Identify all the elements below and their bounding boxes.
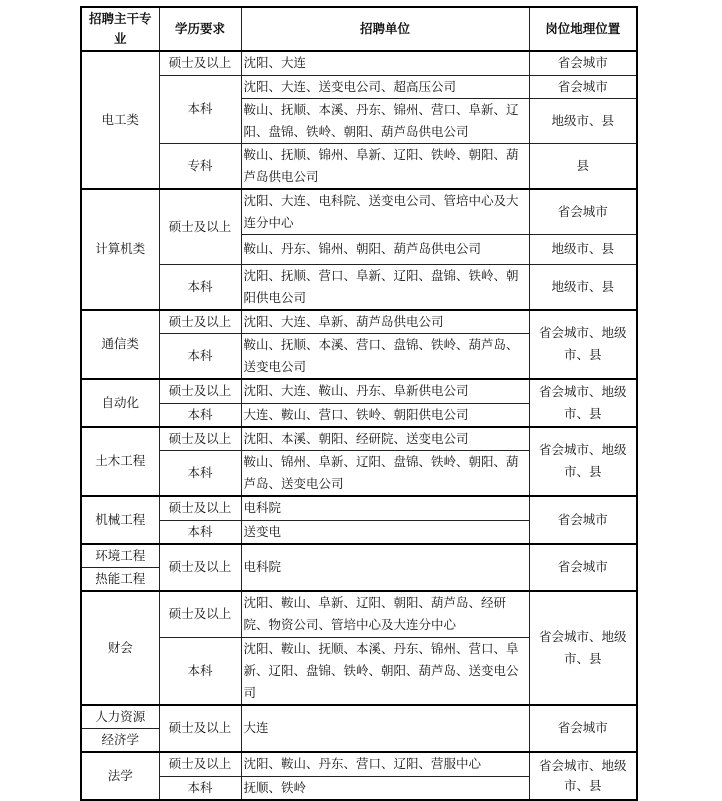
location-cell: 省会城市 (529, 189, 637, 235)
major-cell: 热能工程 (81, 568, 159, 592)
major-cell: 通信类 (81, 310, 159, 380)
unit-cell: 沈阳、鞍山、抚顺、本溪、丹东、锦州、营口、阜新、辽阳、盘锦、铁岭、朝阳、葫芦岛、送变电公司 (241, 637, 529, 705)
header-location: 岗位地理位置 (529, 7, 637, 51)
education-cell: 硕士及以上 (159, 427, 241, 451)
major-cell: 财会 (81, 591, 159, 705)
header-education: 学历要求 (159, 7, 241, 51)
location-cell: 县 (529, 143, 637, 189)
table-row (81, 75, 637, 98)
major-cell: 电工类 (81, 51, 159, 189)
education-cell: 本科 (159, 776, 241, 800)
table-row (81, 544, 637, 568)
unit-cell: 沈阳、大连、送变电公司、超高压公司 (241, 75, 529, 98)
location-cell: 省会城市、地级市、县 (529, 379, 637, 427)
unit-cell: 沈阳、大连、阜新、葫芦岛供电公司 (241, 310, 529, 334)
education-cell: 专科 (159, 143, 241, 189)
table-row (81, 51, 637, 75)
unit-cell: 大连、鞍山、营口、铁岭、朝阳供电公司 (241, 403, 529, 427)
unit-cell: 沈阳、大连、鞍山、丹东、阜新供电公司 (241, 379, 529, 403)
table-row (81, 427, 637, 451)
unit-cell: 沈阳、大连 (241, 51, 529, 75)
education-cell: 硕士及以上 (159, 310, 241, 334)
education-cell: 硕士及以上 (159, 752, 241, 776)
location-cell: 地级市、县 (529, 264, 637, 310)
unit-cell: 沈阳、本溪、朝阳、经研院、送变电公司 (241, 427, 529, 451)
education-cell: 硕士及以上 (159, 51, 241, 75)
education-cell: 硕士及以上 (159, 705, 241, 753)
unit-cell: 沈阳、抚顺、营口、阜新、辽阳、盘锦、铁岭、朝阳供电公司 (241, 264, 529, 310)
location-cell: 省会城市、地级市、县 (529, 310, 637, 380)
table-row (81, 310, 637, 334)
education-cell: 本科 (159, 75, 241, 143)
major-cell: 机械工程 (81, 496, 159, 544)
table-row (81, 705, 637, 729)
location-cell: 省会城市、地级市、县 (529, 591, 637, 705)
major-cell: 计算机类 (81, 189, 159, 310)
table-row (81, 189, 637, 235)
unit-cell: 抚顺、铁岭 (241, 776, 529, 800)
table-row (81, 591, 637, 637)
major-cell: 人力资源 (81, 705, 159, 729)
unit-cell: 送变电 (241, 520, 529, 544)
unit-cell: 电科院 (241, 496, 529, 520)
education-cell: 硕士及以上 (159, 496, 241, 520)
location-cell: 省会城市 (529, 51, 637, 75)
education-cell: 本科 (159, 520, 241, 544)
header-unit: 招聘单位 (241, 7, 529, 51)
education-cell: 硕士及以上 (159, 379, 241, 403)
unit-cell: 大连 (241, 705, 529, 753)
header-row (81, 7, 637, 51)
header-major: 招聘主干专业 (81, 7, 159, 51)
major-cell: 法学 (81, 752, 159, 800)
table-row (81, 752, 637, 776)
location-cell: 省会城市、地级市、县 (529, 752, 637, 800)
major-cell: 经济学 (81, 729, 159, 753)
unit-cell: 鞍山、抚顺、本溪、营口、盘锦、铁岭、葫芦岛、送变电公司 (241, 334, 529, 380)
location-cell: 地级市、县 (529, 234, 637, 264)
table-row (81, 143, 637, 189)
location-cell: 省会城市 (529, 75, 637, 98)
location-cell: 省会城市、地级市、县 (529, 427, 637, 497)
table-row (81, 496, 637, 520)
unit-cell: 电科院 (241, 544, 529, 592)
unit-cell: 沈阳、鞍山、阜新、辽阳、朝阳、葫芦岛、经研院、物资公司、管培中心及大连分中心 (241, 591, 529, 637)
unit-cell: 鞍山、抚顺、本溪、丹东、锦州、营口、阜新、辽阳、盘锦、铁岭、朝阳、葫芦岛供电公司 (241, 98, 529, 143)
unit-cell: 鞍山、抚顺、锦州、阜新、辽阳、铁岭、朝阳、葫芦岛供电公司 (241, 143, 529, 189)
location-cell: 省会城市 (529, 496, 637, 544)
recruitment-table-page (80, 6, 636, 801)
education-cell: 硕士及以上 (159, 544, 241, 592)
major-cell: 自动化 (81, 379, 159, 427)
location-cell: 地级市、县 (529, 98, 637, 143)
table-row (81, 264, 637, 310)
table-row (81, 379, 637, 403)
education-cell: 本科 (159, 637, 241, 705)
location-cell: 省会城市 (529, 705, 637, 753)
education-cell: 本科 (159, 403, 241, 427)
education-cell: 本科 (159, 451, 241, 497)
location-cell: 省会城市 (529, 544, 637, 592)
unit-cell: 鞍山、锦州、阜新、辽阳、盘锦、铁岭、朝阳、葫芦岛、送变电公司 (241, 451, 529, 497)
recruitment-table (80, 6, 638, 801)
unit-cell: 沈阳、大连、电科院、送变电公司、管培中心及大连分中心 (241, 189, 529, 235)
unit-cell: 鞍山、丹东、锦州、朝阳、葫芦岛供电公司 (241, 234, 529, 264)
unit-cell: 沈阳、鞍山、丹东、营口、辽阳、营服中心 (241, 752, 529, 776)
major-cell: 土木工程 (81, 427, 159, 497)
education-cell: 本科 (159, 334, 241, 380)
education-cell: 硕士及以上 (159, 591, 241, 637)
education-cell: 本科 (159, 264, 241, 310)
education-cell: 硕士及以上 (159, 189, 241, 265)
major-cell: 环境工程 (81, 544, 159, 568)
